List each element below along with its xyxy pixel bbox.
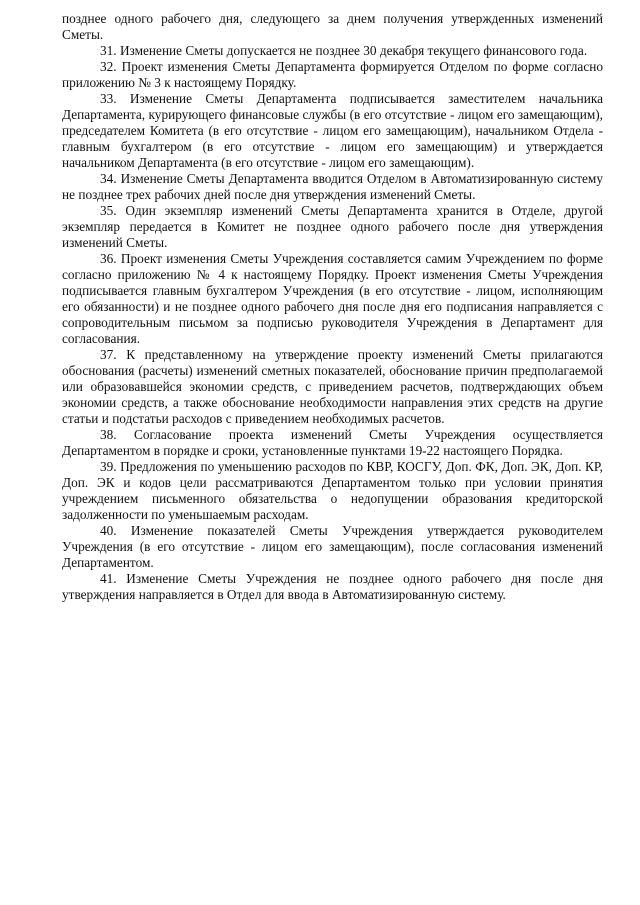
paragraph-34: 34. Изменение Сметы Департамента вводится Отделом в Автоматизированную систему не позднее трех рабочих дней после дня утверждения изменений Сметы. [62,171,603,202]
paragraph-40: 40. Изменение показателей Сметы Учреждения утверждается руководителем Учреждения (в его отсутствие - лицом его замещающим), после согласования изменений Департаментом. [62,523,603,570]
document-page [62,11,603,603]
paragraph-32: 32. Проект изменения Сметы Департамента формируется Отделом по форме согласно приложению № 3 к настоящему Порядку. [62,59,603,90]
paragraph-38: 38. Согласование проекта изменений Сметы Учреждения осуществляется Департаментом в порядке и сроки, установленные пунктами 19-22 настоящего Порядка. [62,427,603,458]
paragraph-35: 35. Один экземпляр изменений Сметы Департамента хранится в Отделе, другой экземпляр передается в Комитет не позднее одного рабочего после дня утверждения изменений Сметы. [62,203,603,250]
paragraph-36: 36. Проект изменения Сметы Учреждения составляется самим Учреждением по форме согласно приложению № 4 к настоящему Порядку. Проект изменения Сметы Учреждения подписывается главным бухгалтером Учреждения (в его отсутствие - лицом, исполняющим его обязанности) и не позднее одного рабочего дня после дня его подписания направляется с сопроводительным письмом за подписью руководителя Учреждения в Департамент для согласования. [62,251,603,346]
paragraph-continuation: позднее одного рабочего дня, следующего за днем получения утвержденных изменений Сметы. [62,11,603,42]
paragraph-41: 41. Изменение Сметы Учреждения не позднее одного рабочего дня после дня утверждения направляется в Отдел для ввода в Автоматизированную систему. [62,571,603,602]
paragraph-33: 33. Изменение Сметы Департамента подписывается заместителем начальника Департамента, курирующего финансовые службы (в его отсутствие - лицом его замещающим), председателем Комитета (в его отсутствие - лицом его замещающим), начальником Отдела - главным бухгалтером (в его отсутствие - лицом его замещающим) и утверждается начальником Департамента (в его отсутствие - лицом его замещающим). [62,91,603,170]
paragraph-31: 31. Изменение Сметы допускается не позднее 30 декабря текущего финансового года. [100,43,588,58]
paragraph-39: 39. Предложения по уменьшению расходов по КВР, КОСГУ, Доп. ФК, Доп. ЭК, Доп. КР, Доп. ЭК и кодов цели рассматриваются Департаментом только при условии принятия учреждением письменного обязательства о недопущении образования кредиторской задолженности по уменьшаемым расходам. [62,459,603,522]
paragraph-37: 37. К представленному на утверждение проекту изменений Сметы прилагаются обоснования (расчеты) изменений сметных показателей, обоснование причин предполагаемой или образовавшейся экономии средств, с приведением расчетов, подтверждающих объем экономии средств, а также обоснование необходимости направления этих средств на другие статьи и подстатьи расходов с приведением необходимых расчетов. [62,347,603,426]
